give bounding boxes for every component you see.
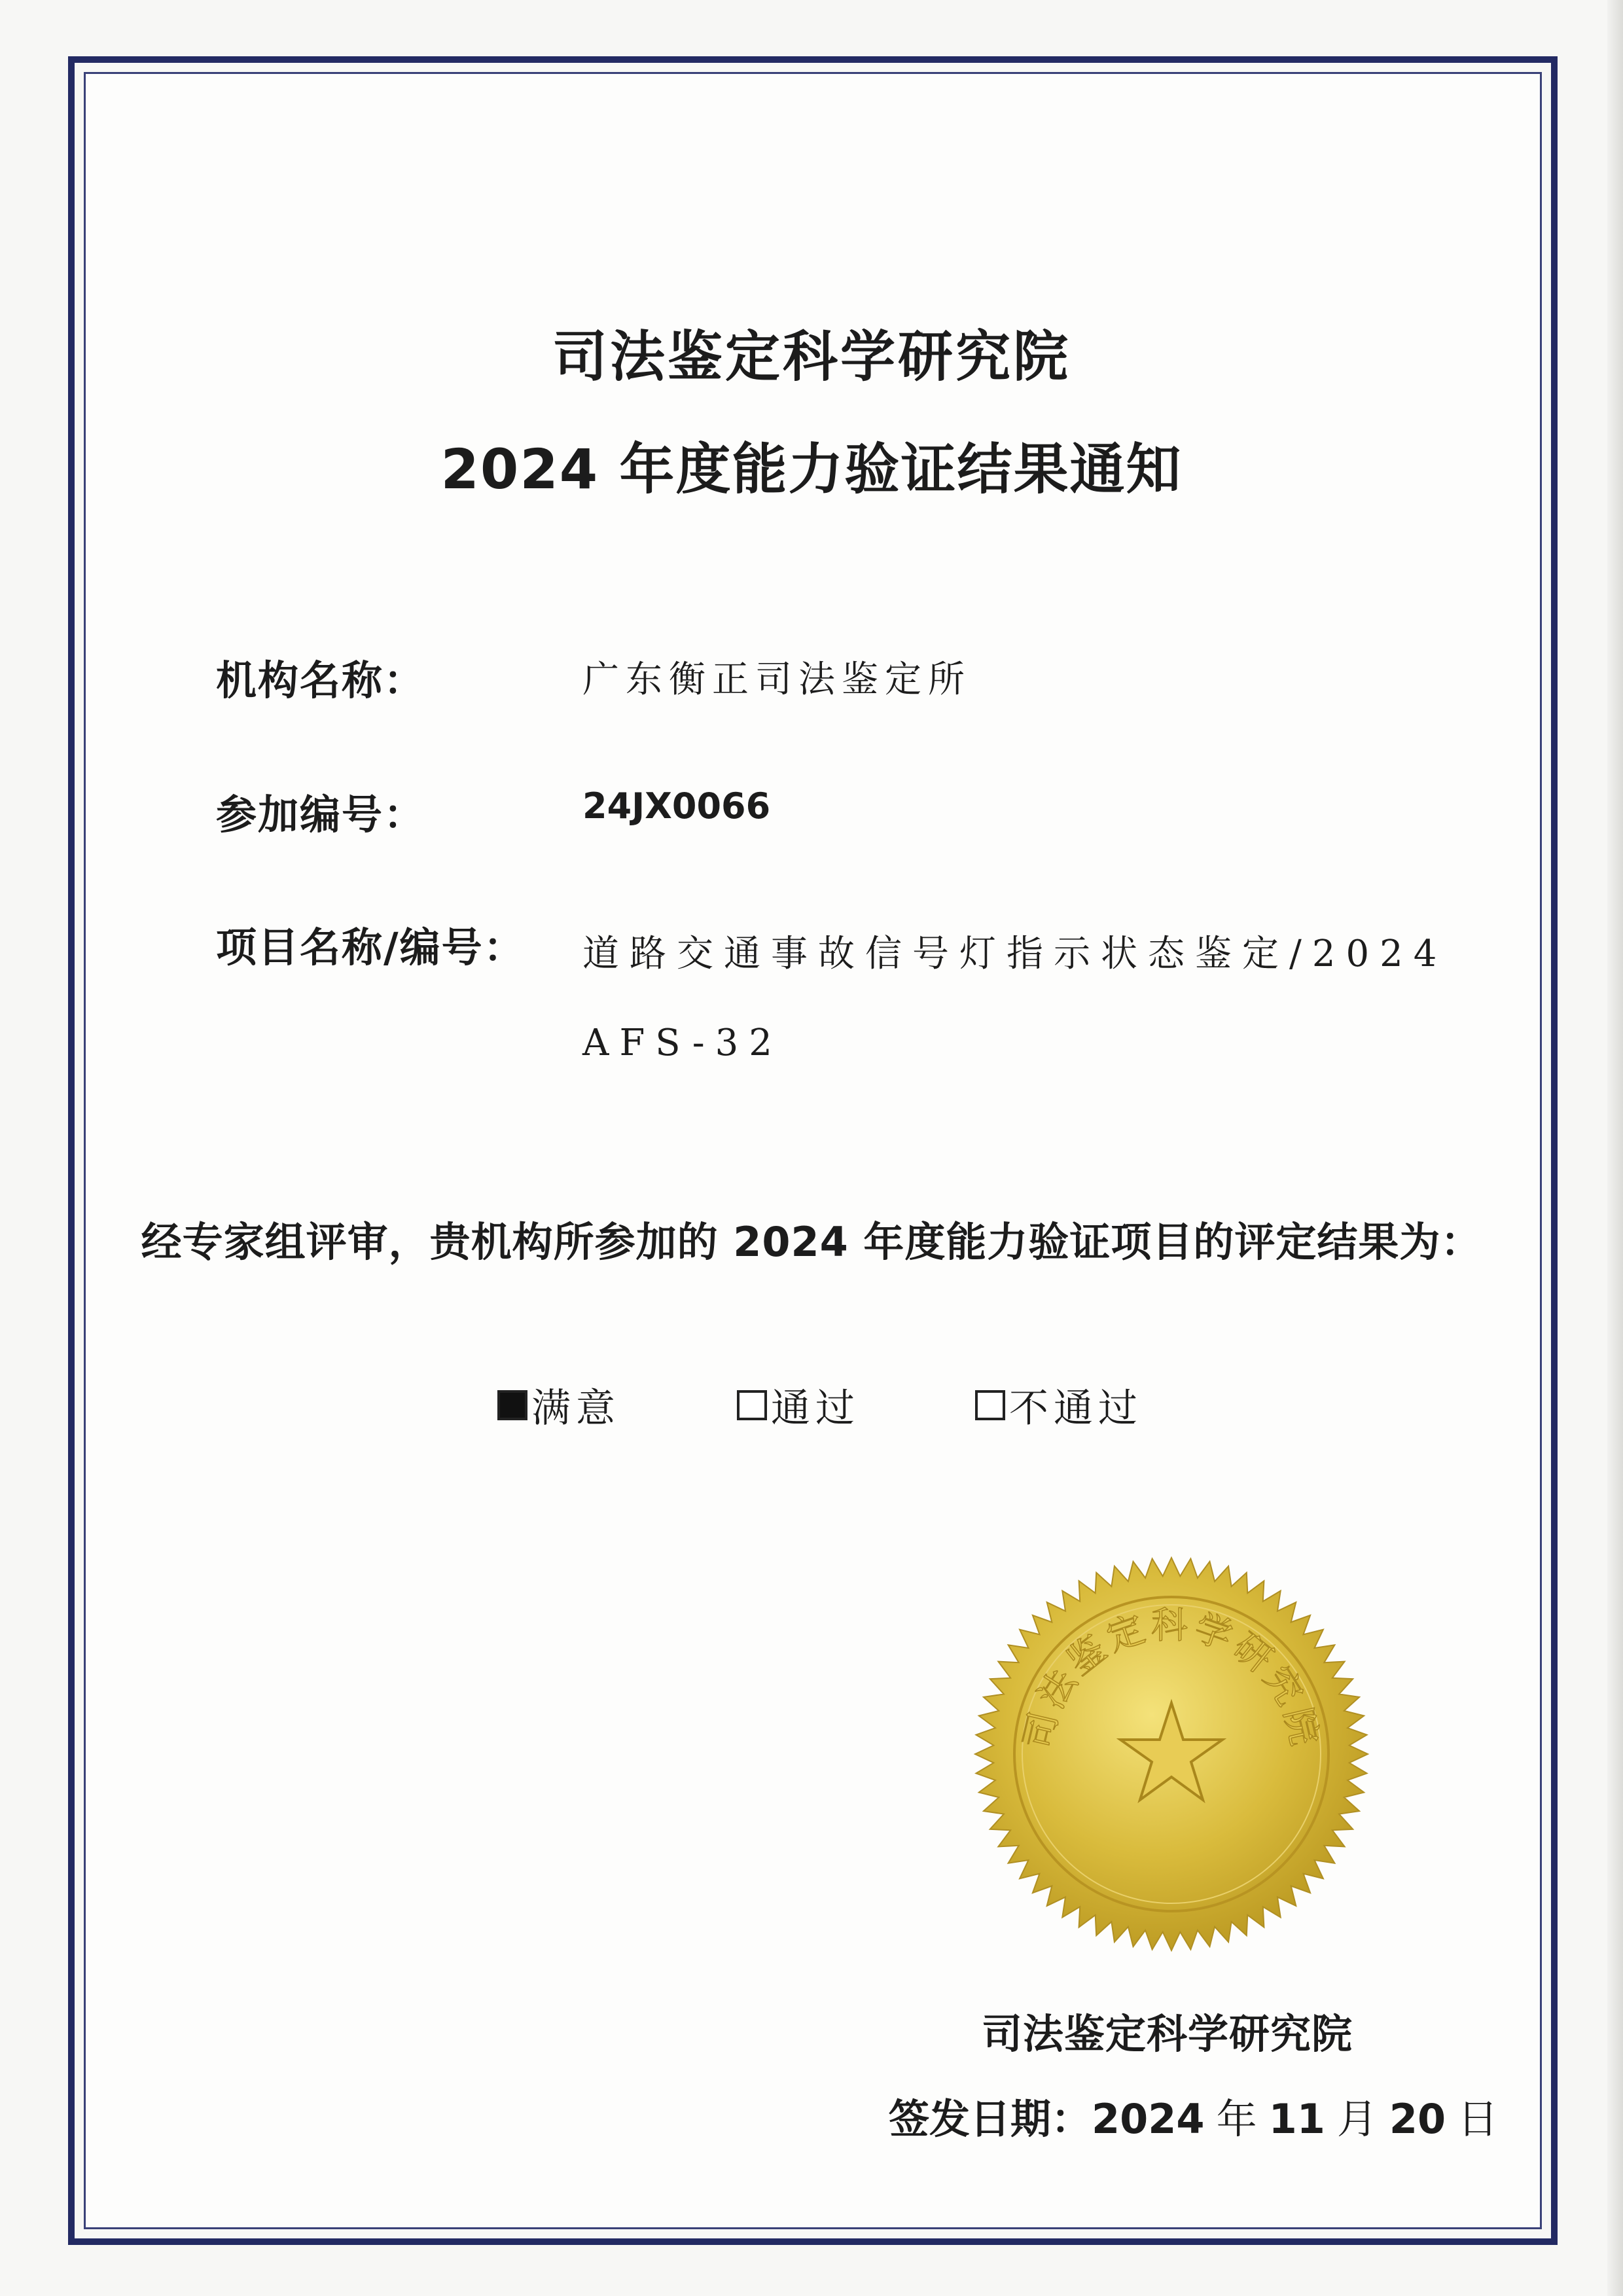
- checked-checkbox-icon: [497, 1390, 527, 1420]
- certificate-title: 2024 年度能力验证结果通知: [440, 437, 1183, 501]
- institution-label: 机构名称：: [216, 656, 426, 704]
- result-option-label: 通过: [771, 1386, 860, 1431]
- participant-number-value: 24JX0066: [582, 785, 771, 827]
- institution-value: 广东衡正司法鉴定所: [582, 658, 971, 701]
- result-option-fail: [975, 1377, 1143, 1433]
- unchecked-checkbox-icon: [737, 1390, 767, 1420]
- evaluation-statement: 经专家组评审，贵机构所参加的 2024 年度能力验证项目的评定结果为：: [141, 1218, 1482, 1266]
- issue-date-year: 2024: [1092, 2095, 1205, 2143]
- issue-date-day: 20: [1389, 2095, 1446, 2143]
- project-label: 项目名称/编号：: [216, 924, 526, 971]
- unchecked-checkbox-icon: [975, 1390, 1005, 1420]
- issue-date-year-unit: 年: [1216, 2095, 1257, 2143]
- result-option-label: 满意: [531, 1386, 620, 1431]
- issue-date-month-unit: 月: [1336, 2095, 1378, 2143]
- certificate-title-issuer: 司法鉴定科学研究院: [552, 325, 1071, 389]
- project-value: 道路交通事故信号灯指示状态鉴定/2024 AFS-32: [582, 933, 1448, 1064]
- issue-date-row: [889, 2087, 1510, 2145]
- participant-number-label: 参加编号：: [216, 791, 426, 838]
- result-option-label: 不通过: [1009, 1386, 1143, 1431]
- seal-text: 司法鉴定科学研究院: [1016, 1604, 1327, 1753]
- gold-seal: [969, 1551, 1374, 1957]
- issuer-name: 司法鉴定科学研究院: [982, 2010, 1353, 2058]
- issue-date-day-unit: 日: [1457, 2095, 1499, 2143]
- result-option-satisfactory: [497, 1377, 620, 1433]
- result-option-pass: [737, 1377, 860, 1433]
- issue-date-month: 11: [1268, 2095, 1325, 2143]
- issue-date-label: 签发日期：: [889, 2095, 1092, 2143]
